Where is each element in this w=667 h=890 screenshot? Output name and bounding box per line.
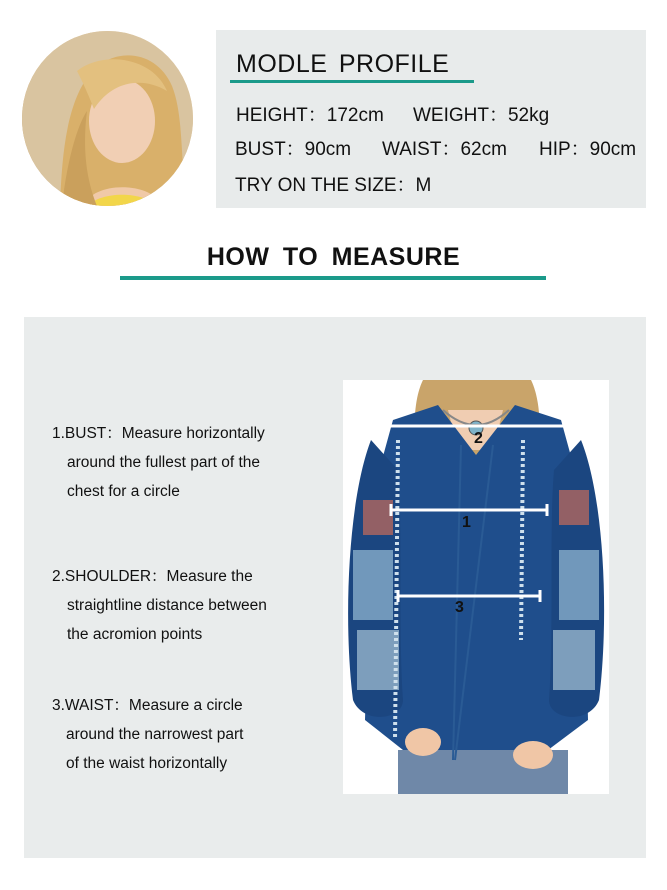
instruction-line: 2.SHOULDER：Measure the: [52, 568, 253, 585]
profile-height: HEIGHT：172cm: [236, 105, 384, 126]
instruction-line: chest for a circle: [67, 483, 180, 500]
garment-measurement-image: [343, 380, 609, 794]
instruction-line: 1.BUST：Measure horizontally: [52, 425, 265, 442]
model-profile-card: [216, 30, 646, 208]
instruction-line: 3.WAIST：Measure a circle: [52, 697, 243, 714]
profile-bust: BUST：90cm: [235, 139, 352, 160]
instruction-bust: [52, 419, 265, 506]
instruction-waist: [52, 691, 244, 778]
profile-title: MODLE PROFILE: [236, 50, 450, 78]
instruction-shoulder: [52, 562, 267, 649]
instruction-line: the acromion points: [67, 626, 203, 643]
shoulder-marker: 2: [474, 430, 483, 447]
profile-try-size: TRY ON THE SIZE：M: [235, 175, 432, 196]
instruction-line: of the waist horizontally: [66, 755, 228, 772]
instruction-line: straightline distance between: [67, 597, 267, 614]
how-to-measure-title: HOW TO MEASURE: [206, 243, 461, 271]
profile-title-underline: [230, 80, 474, 83]
model-portrait-image: [22, 31, 193, 206]
instruction-line: around the fullest part of the: [67, 454, 261, 471]
bust-marker: 1: [462, 514, 471, 531]
waist-marker: 3: [455, 599, 464, 616]
profile-hip: HIP：90cm: [539, 139, 637, 160]
profile-waist: WAIST：62cm: [382, 139, 507, 160]
how-to-measure-underline: [120, 276, 546, 280]
profile-weight: WEIGHT：52kg: [413, 105, 550, 126]
instruction-line: around the narrowest part: [66, 726, 244, 743]
model-avatar: [22, 31, 193, 206]
